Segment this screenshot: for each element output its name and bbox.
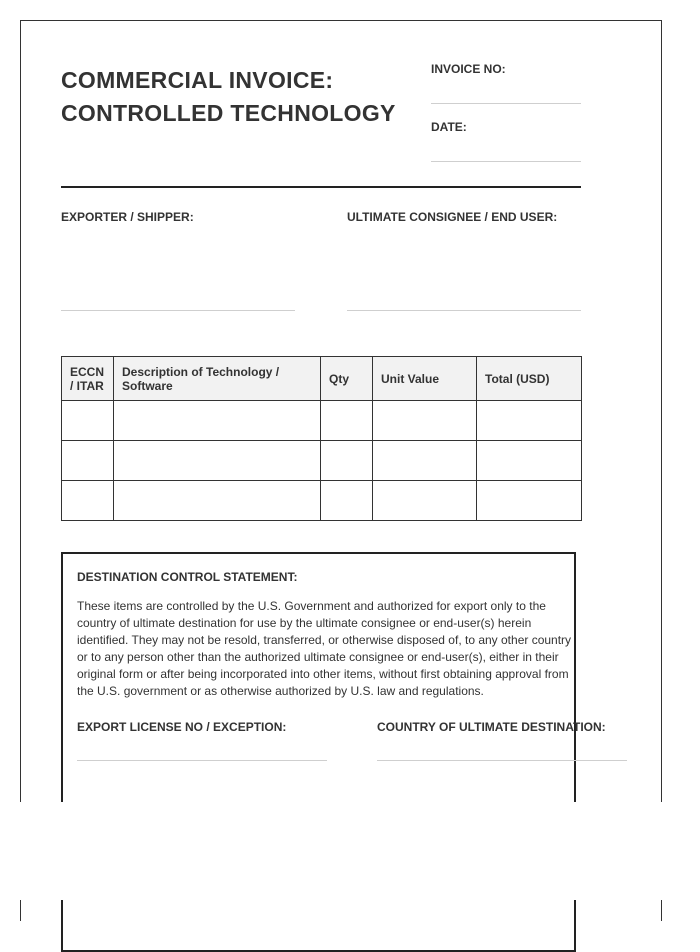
eccn-cell[interactable] [62,441,114,481]
description-cell[interactable] [114,441,321,481]
table-header-row [62,357,582,401]
destination-control-statement: These items are controlled by the U.S. Government and authorized for export only to the country of ultimate destination for use by the ultimate consignee or end-user(s) herein identified. They may not be resold, transferred, or otherwise disposed of, to any other country or to any person other than the authorized ultimate consignee or end-user(s), either in their original form or after being incorporated into other items, without first obtaining approval from the U.S. government or as otherwise authorized by U.S. law and regulations. [77,599,572,698]
description-cell[interactable] [114,401,321,441]
date-field[interactable] [431,161,581,162]
page-cutoff [0,802,700,900]
destination-country-field[interactable] [377,760,627,761]
header-divider [61,186,581,188]
qty-cell[interactable] [321,441,373,481]
qty-cell[interactable] [321,401,373,441]
total-cell[interactable] [477,481,582,521]
eccn-cell[interactable] [62,401,114,441]
header-qty: Qty [321,357,373,401]
header-description: Description of Technology / Software [114,357,321,401]
unit-value-cell[interactable] [373,481,477,521]
table-row [62,441,582,481]
consignee-field[interactable] [347,310,581,311]
header-unit-value: Unit Value [373,357,477,401]
header-total-usd: Total (USD) [477,357,582,401]
table-row [62,401,582,441]
items-table [61,356,582,521]
qty-cell[interactable] [321,481,373,521]
table-row [62,481,582,521]
invoice-no-field[interactable] [431,103,581,104]
title-line-1: COMMERCIAL INVOICE: [61,67,334,93]
export-license-label: EXPORT LICENSE NO / EXCEPTION: [77,720,287,734]
export-license-field[interactable] [77,760,327,761]
destination-country-label: COUNTRY OF ULTIMATE DESTINATION: [377,720,606,734]
exporter-label: EXPORTER / SHIPPER: [61,210,194,224]
exporter-field[interactable] [61,310,295,311]
title-line-2: CONTROLLED TECHNOLOGY [61,100,396,126]
consignee-label: ULTIMATE CONSIGNEE / END USER: [347,210,558,224]
destination-control-heading: DESTINATION CONTROL STATEMENT: [77,570,298,584]
unit-value-cell[interactable] [373,401,477,441]
description-cell[interactable] [114,481,321,521]
total-cell[interactable] [477,441,582,481]
total-cell[interactable] [477,401,582,441]
date-label: DATE: [431,120,467,134]
eccn-cell[interactable] [62,481,114,521]
invoice-no-label: INVOICE NO: [431,62,506,76]
unit-value-cell[interactable] [373,441,477,481]
header-eccn-itar: ECCN / ITAR [62,357,114,401]
invoice-title [61,64,396,130]
